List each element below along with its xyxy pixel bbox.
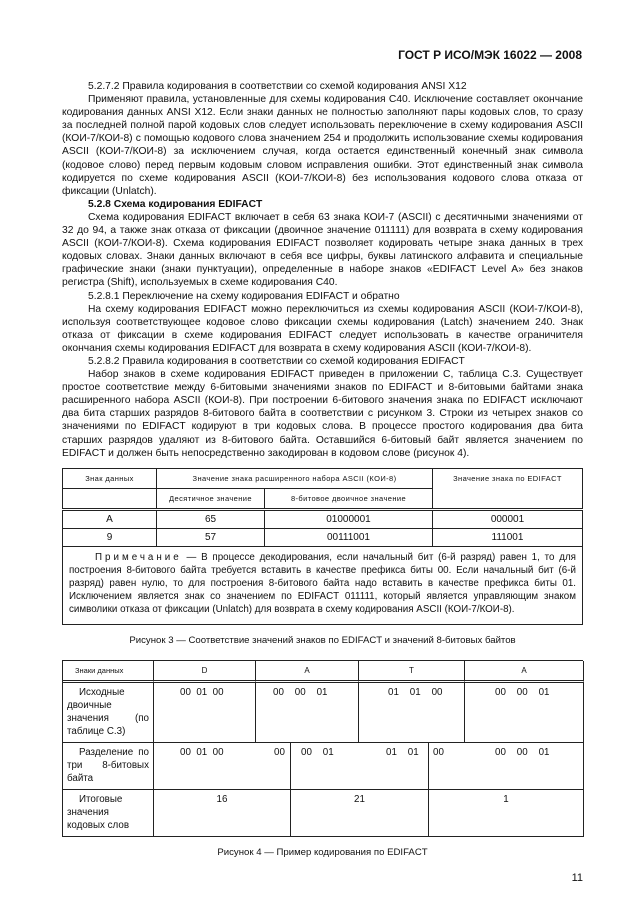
data-char: D: [154, 661, 256, 683]
header-cell: 8-битовое двоичное значение: [265, 488, 433, 509]
cell: 111001: [433, 528, 583, 546]
paragraph: Набор знаков в схеме кодирования EDIFACT приведен в приложении С, таблица С.3. Существует простое соответствие между 6-битовыми значениями знаков по EDIFACT и 8-битовыми байтами знака расширенного набора ASCII (КОИ-8). При построении 6-битового значения знака по EDIFACT исключают два бита старших разрядов 8-битового байта в соответствии с рисунком 3. Строки из четырех знаков со значениями по EDIFACT кодируют в три кодовых слова. В процессе простого кодирования два бита старших разрядов удаляют из 8-битового байта. Оставшийся 6-битовый байт является значением по EDIFACT и должен быть непосредственно закодирован в кодовом слове (рисунок 4).: [62, 369, 583, 459]
bits: 01 01: [386, 746, 419, 758]
table-note: [63, 546, 583, 624]
cell: A: [63, 509, 157, 528]
bits: 00: [433, 746, 444, 758]
data-char: A: [465, 661, 584, 683]
table-row: [63, 528, 583, 546]
row-label: Разделение по три 8-битовых байта: [63, 743, 154, 790]
note-text: — В процессе декодирования, если начальный бит (6-й разряд) равен 1, то для построения 8-битового байта требуется вставить в качестве префикса биты 00. Если начальный бит (6-й разряд) равен нулю, то для построения 8-битового байта надо вставить в качестве префикса биты 01. Исключением является знак со значением по EDIFACT 011111, который является управляющим знаком символики отказа от фиксации (Unlatch) для возврата в схему кодирования ASCII (КОИ-7/КОИ-8).: [69, 551, 576, 615]
cell: 000001: [433, 509, 583, 528]
paragraph: 5.2.8.1 Переключение на схему кодирования EDIFACT и обратно: [88, 290, 400, 302]
row-label: Итоговые значения кодовых слов: [63, 790, 154, 837]
codeword: 1: [429, 790, 584, 837]
cell: 57: [157, 528, 265, 546]
figure3-caption: Рисунок 3 — Соответствие значений знаков по EDIFACT и значений 8-битовых байтов: [129, 634, 516, 646]
row-label: Исходные двоичные значения (по таблице С.3): [63, 683, 154, 743]
bits-cell: [359, 683, 465, 743]
standard-header: ГОСТ Р ИСО/МЭК 16022 — 2008: [398, 48, 582, 62]
table-row: [63, 509, 583, 528]
cell: 00111001: [265, 528, 433, 546]
body-text: [62, 80, 583, 460]
figure3-table: [62, 468, 583, 625]
data-char: A: [256, 661, 359, 683]
page-number: 11: [571, 871, 583, 884]
bits: 00 00 01: [273, 686, 328, 698]
figure4-table: [62, 660, 583, 837]
cell: 9: [63, 528, 157, 546]
header-cell: Десятичное значение: [157, 488, 265, 509]
bits-cell: [256, 683, 359, 743]
cell: 65: [157, 509, 265, 528]
figure4-caption: Рисунок 4 — Пример кодирования по EDIFACT: [217, 846, 428, 858]
bits: 00 01 00: [180, 746, 224, 758]
paragraph: 5.2.7.2 Правила кодирования в соответствии со схемой кодирования ANSI X12: [88, 81, 467, 92]
empty-cell: [63, 488, 157, 509]
codeword: 21: [291, 790, 429, 837]
bits-cell: [154, 743, 291, 790]
bits-cell: [154, 683, 256, 743]
paragraph: На схему кодирования EDIFACT можно переключиться из схемы кодирования ASCII (КОИ-7/КОИ-8), используя соответствующее кодовое слово фиксации схемы кодирования (Latch) значением 240. Знак отказа от фиксации в схеме кодирования EDIFACT следует использовать в качестве ограничителя окончания схемы кодирования EDIFACT для возврата в схему кодирования ASCII (КОИ-7/КОИ-8).: [62, 303, 583, 354]
codeword: 16: [154, 790, 291, 837]
header-cell: Значение знака по EDIFACT: [433, 468, 583, 509]
bits-cell: [291, 743, 429, 790]
paragraph: 5.2.8.2 Правила кодирования в соответствии со схемой кодирования EDIFACT: [88, 355, 465, 367]
row-label: Знаки данных: [63, 661, 154, 683]
note-label: Примечание: [95, 551, 182, 563]
bits: 00 00 01: [495, 686, 550, 698]
cell: 01000001: [265, 509, 433, 528]
section-heading: 5.2.8 Схема кодирования EDIFACT: [88, 198, 263, 210]
header-cell: Значение знака расширенного набора ASCII (КОИ-8): [157, 468, 433, 488]
header-cell: Знак данных: [63, 468, 157, 488]
page-content: [62, 0, 583, 924]
paragraph: Схема кодирования EDIFACT включает в себя 63 знака КОИ-7 (ASCII) с десятичными значениями от 32 до 94, а также знак отказа от фиксации (двоичное значение 011111) для возврата в схему кодирования ASCII (КОИ-7/КОИ-8). Схема кодирования EDIFACT позволяет кодировать четыре знака данных в трех кодовых словах. Знаки данных включают в себя все цифры, буквы латинского алфавита и специальные графические знаки (знаки пунктуации), определенные в наборе знаков «EDIFACT Level A» без знаков регистра (Shift), используемых в схеме кодирования С40.: [62, 211, 583, 289]
bits: 01 01 00: [388, 686, 443, 698]
bits: 00: [274, 746, 285, 758]
bits: 00 01 00: [180, 686, 224, 698]
bits: 00 00 01: [495, 746, 550, 758]
data-char: T: [359, 661, 465, 683]
bits-cell: [465, 683, 584, 743]
paragraph: Применяют правила, установленные для схемы кодирования С40. Исключение составляет окончание кодирования данных ANSI X12. Если знаки данных не полностью заполняют пары кодовых слов, то сразу за последней полной парой кодовых слов следует использовать переключение в схему кодирования ASCII (КОИ-7/КОИ-8) с помощью кодового слова значением 254 и продолжить использование схемы кодирования ASCII (КОИ-7/КОИ-8) за исключением случая, когда остается единственный конечный знак символа (кодовое слово) перед первым кодовым словом исправления ошибки. Этот единственный знак символа кодируется по схеме кодирования ASCII (КОИ-7/КОИ-8) без использования кодового слова отказа от фиксации (Unlatch).: [62, 94, 583, 197]
bits: 00 01: [301, 746, 334, 758]
bits-cell: [429, 743, 584, 790]
